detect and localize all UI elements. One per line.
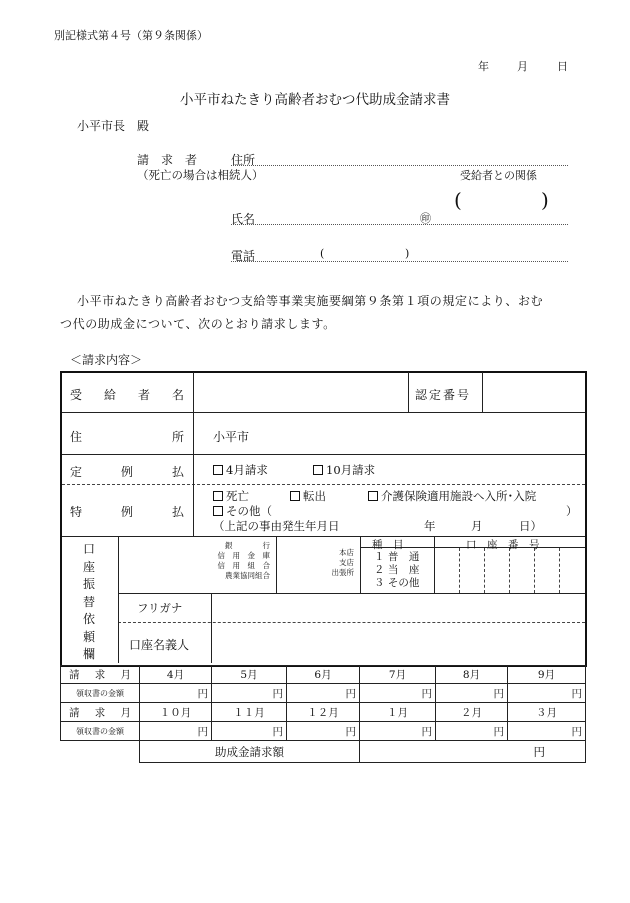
option-other-close: ）	[566, 504, 578, 518]
month-cell: １１月	[212, 703, 287, 722]
name-field[interactable]	[231, 224, 568, 225]
checkbox-facility[interactable]	[368, 491, 378, 501]
relation-label: 受給者との関係	[460, 169, 537, 182]
furigana-field[interactable]	[212, 594, 583, 622]
event-month: 月	[471, 519, 483, 533]
recipient-name-label: 受 給 者 名	[70, 388, 184, 402]
applicant-note: （死亡の場合は相続人）	[137, 168, 264, 182]
phone-field[interactable]	[231, 261, 568, 262]
month-cell: 6月	[287, 666, 360, 684]
amount-cell[interactable]: 円	[212, 684, 287, 703]
claims-table	[60, 665, 586, 763]
relation-open-paren: (	[454, 188, 462, 212]
bank-type-list: 銀 行 信 用 金 庫 信 用 組 合 農業協同組合	[217, 541, 270, 580]
option-october[interactable]: 10月請求	[313, 462, 375, 478]
amount-cell[interactable]: 円	[287, 722, 360, 741]
form-number: 別記様式第４号（第９条関係）	[54, 29, 208, 42]
option-death[interactable]: 死亡	[213, 488, 249, 504]
address-row-label: 住 所	[70, 430, 184, 444]
recipient-name-field[interactable]	[194, 373, 408, 412]
date-year: 年	[478, 60, 489, 73]
relation-close-paren: )	[541, 188, 549, 212]
event-year: 年	[424, 519, 436, 533]
regular-payment-label: 定 例 払	[70, 465, 184, 479]
month-cell: 7月	[360, 666, 436, 684]
receipt-amount-label-2: 領収書の金額	[61, 722, 140, 741]
month-cell: ３月	[508, 703, 586, 722]
amount-cell[interactable]: 円	[360, 722, 436, 741]
bank-name-field[interactable]	[119, 537, 276, 593]
phone-open-paren: (	[320, 247, 325, 260]
body-text-2: つ代の助成金について、次のとおり請求します。	[60, 317, 336, 331]
option-other[interactable]: その他（	[213, 503, 272, 519]
amount-cell[interactable]: 円	[140, 684, 212, 703]
receipt-amount-label-1: 領収書の金額	[61, 684, 140, 703]
checkbox-october[interactable]	[313, 465, 323, 475]
month-cell: 8月	[436, 666, 508, 684]
event-day: 日）	[519, 519, 542, 533]
branch-type-list: 本店 支店 出張所	[331, 548, 354, 577]
amount-cell[interactable]: 円	[212, 722, 287, 741]
branch-name-field[interactable]	[277, 537, 360, 593]
amount-cell[interactable]: 円	[436, 684, 508, 703]
amount-cell[interactable]: 円	[508, 722, 586, 741]
option-moveout[interactable]: 転出	[290, 488, 326, 504]
checkbox-april[interactable]	[213, 465, 223, 475]
month-cell: １０月	[140, 703, 212, 722]
date-day: 日	[557, 60, 568, 73]
date-month: 月	[517, 60, 528, 73]
month-cell: １２月	[287, 703, 360, 722]
amount-cell[interactable]: 円	[436, 722, 508, 741]
address-value: 小平市	[213, 430, 250, 444]
account-kind-label: 種 目	[372, 539, 404, 551]
special-payment-label: 特 例 払	[70, 505, 184, 519]
section-label: ＜請求内容＞	[70, 353, 143, 367]
month-cell: １月	[360, 703, 436, 722]
month-cell: ２月	[436, 703, 508, 722]
account-number-field[interactable]	[435, 548, 583, 593]
phone-close-paren: )	[405, 247, 410, 260]
total-claim-amount[interactable]: 円	[360, 741, 586, 763]
account-holder-label: 口座名義人	[129, 638, 190, 652]
name-label: 氏名	[231, 212, 256, 226]
month-cell: 5月	[212, 666, 287, 684]
account-number-label: 口 座 番 号	[466, 539, 540, 551]
option-facility[interactable]: 介護保険適用施設へ入所･入院	[368, 488, 536, 504]
amount-cell[interactable]: 円	[508, 684, 586, 703]
applicant-label: 請 求 者	[137, 153, 198, 167]
total-claim-label: 助成金請求額	[140, 741, 360, 763]
amount-cell[interactable]: 円	[287, 684, 360, 703]
month-cell: 9月	[508, 666, 586, 684]
amount-cell[interactable]: 円	[360, 684, 436, 703]
phone-label: 電話	[231, 249, 256, 263]
cert-number-field[interactable]	[483, 373, 583, 412]
option-april[interactable]: 4月請求	[213, 462, 268, 478]
address-field[interactable]	[231, 165, 568, 166]
account-holder-field[interactable]	[212, 623, 583, 663]
seal-mark: ㊞	[420, 212, 431, 225]
furigana-label: フリガナ	[137, 601, 183, 615]
cert-number-label: 認定番号	[415, 388, 472, 402]
claim-month-label-1: 請 求 月	[69, 669, 131, 681]
form-title: 小平市ねたきり高齢者おむつ代助成金請求書	[180, 92, 450, 108]
claim-month-label-2: 請 求 月	[69, 706, 131, 719]
event-date-label: （上記の事由発生年月日	[213, 519, 340, 533]
month-cell: 4月	[140, 666, 212, 684]
addressee: 小平市長 殿	[77, 119, 150, 133]
account-kind-options[interactable]: １ 普 通 ２ 当 座 ３ その他	[374, 551, 420, 589]
transfer-request-label: 口 座 振 替 依 頼 欄	[82, 542, 95, 661]
body-text-1: 小平市ねたきり高齢者おむつ支給等事業実施要綱第９条第１項の規定により、おむ	[77, 294, 544, 308]
checkbox-death[interactable]	[213, 491, 223, 501]
checkbox-other[interactable]	[213, 506, 223, 516]
checkbox-moveout[interactable]	[290, 491, 300, 501]
address-label: 住所	[231, 153, 256, 167]
amount-cell[interactable]: 円	[140, 722, 212, 741]
